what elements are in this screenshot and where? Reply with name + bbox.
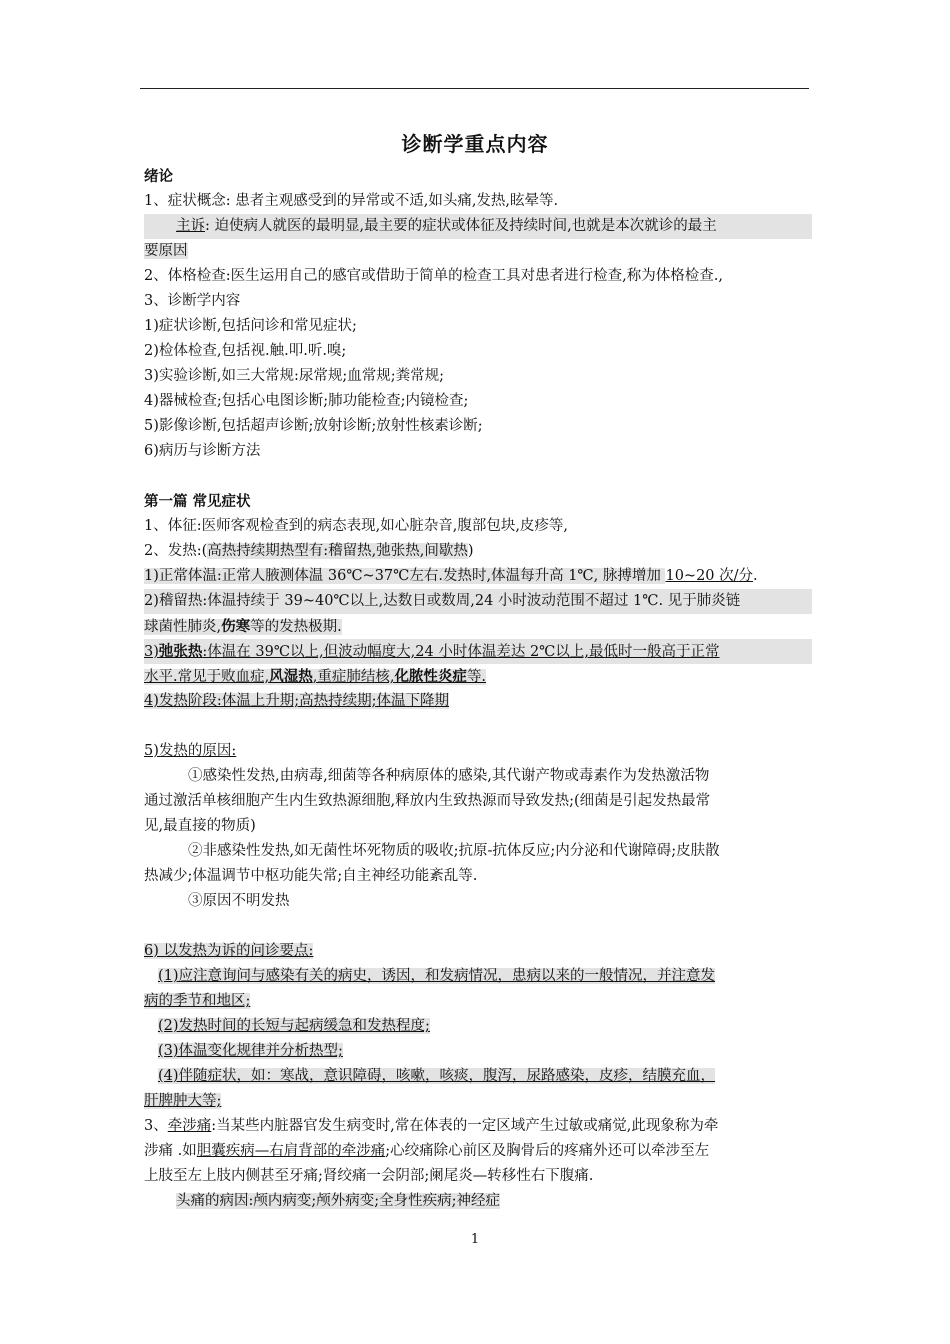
paragraph-line: ①感染性发热,由病毒,细菌等各种病原体的感染,其代谢产物或毒素作为发热激活物	[188, 768, 710, 784]
document-body	[144, 164, 812, 1214]
section-heading-intro: 绪论	[144, 168, 173, 185]
paragraph-line: 病的季节和地区;	[144, 993, 251, 1009]
paragraph-line: 2)稽留热:体温持续于 39~40℃以上,达数日或数周,24 小时波动范围不超过 1℃. 见于肺炎链	[144, 589, 812, 614]
paragraph-line: 3、诊断学内容	[144, 293, 241, 309]
paragraph-line: 1)正常体温:正常人腋测体温 36℃~37℃左右.发热时,体温每升高 1℃, 脉搏增加 10~20 次/分.	[144, 568, 758, 584]
header-rule	[140, 88, 809, 89]
paragraph-line: 1、症状概念: 患者主观感受到的异常或不适,如头痛,发热,眩晕等.	[144, 193, 559, 209]
paragraph-line: ②非感染性发热,如无菌性坏死物质的吸收;抗原-抗体反应;内分泌和代谢障碍;皮肤散	[188, 843, 720, 859]
paragraph-line: 要原因	[144, 243, 188, 259]
list-item: 6)病历与诊断方法	[144, 443, 261, 459]
page-number: 1	[470, 1232, 480, 1247]
paragraph-line: 上肢至左上肢内侧甚至牙痛;肾绞痛一会阴部;阑尾炎—转移性右下腹痛.	[144, 1168, 594, 1184]
list-item: 1)症状诊断,包括问诊和常见症状;	[144, 318, 357, 334]
chief-complaint-line	[144, 214, 812, 239]
paragraph-line: 2、体格检查:医生运用自己的感官或借助于简单的检查工具对患者进行检查,称为体格检查.,	[144, 268, 723, 284]
paragraph-line: 肝脾肿大等;	[144, 1093, 222, 1109]
paragraph-line: 头痛的病因:颅内病变;颅外病变;全身性疾病;神经症	[176, 1193, 501, 1209]
paragraph-line: 热减少;体温调节中枢功能失常;自主神经功能紊乱等.	[144, 868, 478, 884]
paragraph-line: 3)弛张热:体温在 39℃以上,但波动幅度大,24 小时体温差达 2℃以上,最低时一般高于正常	[144, 639, 812, 664]
list-item: 2)检体检查,包括视.触.叩.听.嗅;	[144, 343, 347, 359]
paragraph-line: 水平.常见于败血症,风湿热,重症肺结核,化脓性炎症等.	[144, 668, 487, 685]
paragraph-line: 通过激活单核细胞产生内生致热源细胞,释放内生致热源而导致发热;(细菌是引起发热最常	[144, 793, 711, 809]
paragraph-line: (4)伴随症状，如：寒战，意识障碍，咳嗽，咳痰，腹泻，尿路感染，皮疹，结膜充血，	[158, 1068, 716, 1084]
section-heading-part1: 第一篇 常见症状	[144, 493, 251, 510]
paragraph-line: 4)发热阶段:体温上升期;高热持续期;体温下降期	[144, 693, 450, 709]
list-item: 5)影像诊断,包括超声诊断;放射诊断;放射性核素诊断;	[144, 418, 483, 434]
document-title: 诊断学重点内容	[401, 132, 549, 156]
paragraph-line: 3、牵涉痛:当某些内脏器官发生病变时,常在体表的一定区域产生过敏或痛觉,此现象称为牵	[144, 1118, 719, 1134]
paragraph-line: 6) 以发热为诉的问诊要点:	[144, 943, 314, 959]
chief-complaint-text: : 迫使病人就医的最明显,最主要的症状或体征及持续时间,也就是本次就诊的最主	[205, 218, 717, 234]
paragraph-line: (3)体温变化规律并分析热型;	[158, 1043, 343, 1059]
paragraph-line: 涉痛 .如胆囊疾病—右肩背部的牵涉痛;心绞痛除心前区及胸骨后的疼痛外还可以牵涉至左	[144, 1143, 710, 1159]
paragraph-line: (2)发热时间的长短与起病缓急和发热程度;	[158, 1018, 430, 1034]
paragraph-line: (1)应注意询问与感染有关的病史，诱因，和发病情况，患病以来的一般情况，并注意发	[158, 968, 716, 984]
paragraph-line: 1、体征:医师客观检查到的病态表现,如心脏杂音,腹部包块,皮疹等,	[144, 518, 569, 534]
paragraph-line: 5)发热的原因:	[144, 743, 237, 759]
paragraph-line: 2、发热:(高热持续期热型有:稽留热,弛张热,间歇热)	[144, 543, 474, 559]
chief-complaint-term: 主诉	[176, 218, 205, 234]
paragraph-line: 见,最直接的物质)	[144, 818, 256, 834]
list-item: 3)实验诊断,如三大常规:尿常规;血常规;粪常规;	[144, 368, 445, 384]
paragraph-line: ③原因不明发热	[188, 893, 290, 909]
paragraph-line: 球菌性肺炎,伤寒等的发热极期.	[144, 618, 342, 635]
list-item: 4)器械检查;包括心电图诊断;肺功能检查;内镜检查;	[144, 393, 469, 409]
